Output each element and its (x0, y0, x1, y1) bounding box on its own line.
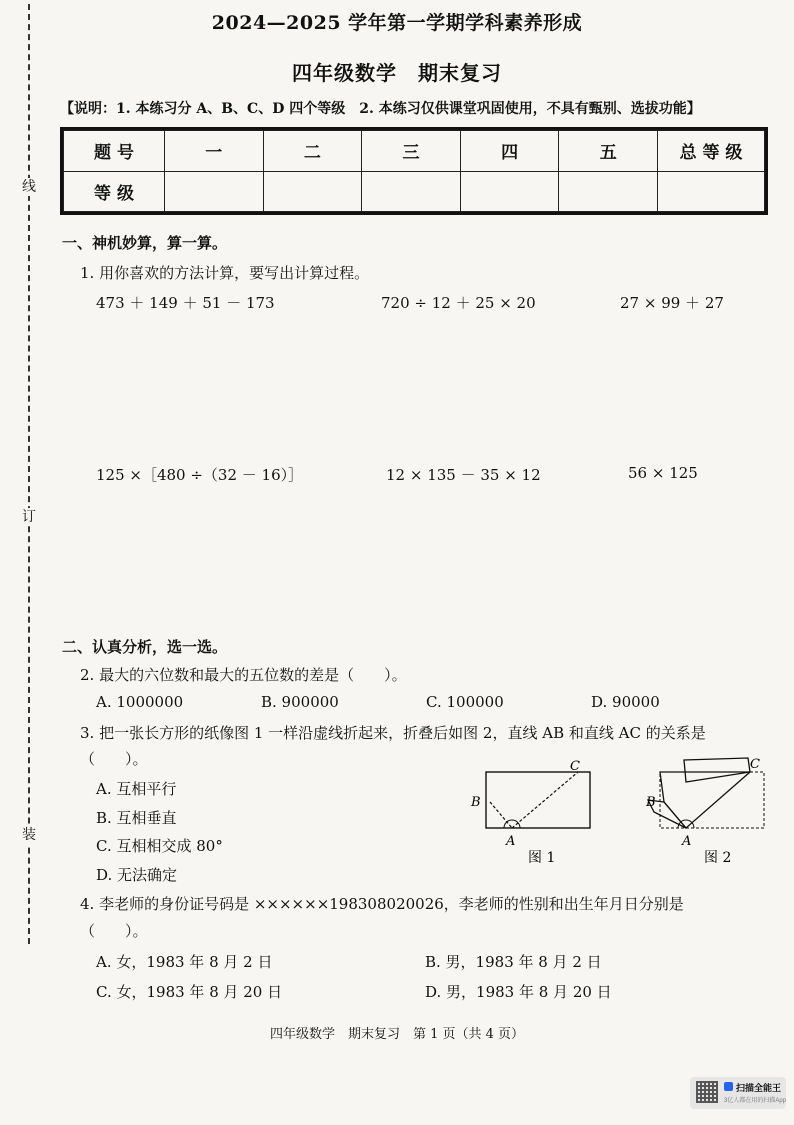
qr-code-icon (696, 1081, 718, 1103)
scanner-app-icon (724, 1082, 733, 1091)
figure2-caption: 图 2 (704, 850, 732, 866)
binding-label-zhuang: 装 (22, 827, 36, 843)
figure1-label-b: B (471, 795, 481, 810)
header-cell: 总 等 级 (658, 131, 765, 172)
q2-option-d[interactable]: D. 90000 (591, 693, 660, 711)
q3-option-c[interactable]: C. 互相相交成 80° (96, 837, 223, 855)
figure1-fold-line-ab (490, 802, 512, 828)
figure2-label-c: C (750, 757, 760, 772)
figure1-caption: 图 1 (528, 850, 556, 866)
grade-table-header-row (64, 131, 765, 172)
figure1-rectangle (486, 772, 590, 828)
q3-option-b[interactable]: B. 互相垂直 (96, 809, 177, 827)
header-cell: 一 (165, 131, 264, 172)
instructions-note: 【说明：1. 本练习分 A、B、C、D 四个等级 2. 本练习仅供课堂巩固使用，不具有甄别、选拔功能】 (60, 101, 701, 117)
header-cell: 题 号 (64, 131, 165, 172)
expression-5: 12 × 135 － 35 × 12 (386, 466, 541, 484)
expression-2: 720 ÷ 12 ＋ 25 × 20 (381, 294, 536, 312)
q3-prompt: 3. 把一张长方形的纸像图 1 一样沿虚线折起来，折叠后如图 2，直线 AB 和直线 AC 的关系是 (80, 724, 706, 742)
section1-title: 一、神机妙算，算一算。 (62, 234, 228, 252)
q2-option-a[interactable]: A. 1000000 (96, 693, 184, 711)
binding-dashed-line (28, 4, 30, 944)
grade-cell[interactable] (165, 171, 264, 212)
figure1-fold-line-ac (512, 772, 578, 828)
q4-option-c[interactable]: C. 女，1983 年 8 月 20 日 (96, 983, 283, 1001)
q4-prompt-blank: （ ）。 (80, 922, 148, 940)
binding-label-xian: 线 (22, 179, 36, 195)
expression-1: 473 ＋ 149 ＋ 51 － 173 (96, 294, 275, 312)
figure2-original-outline (660, 772, 764, 828)
figure2-label-b: B (646, 795, 656, 810)
page-subtitle: 四年级数学 期末复习 (292, 61, 502, 85)
q3-option-d[interactable]: D. 无法确定 (96, 866, 178, 884)
expression-4: 125 ×［480 ÷（32 － 16）］ (96, 466, 304, 484)
binding-label-ding: 订 (22, 509, 36, 525)
figure-1 (466, 758, 596, 868)
figure1-label-c: C (570, 759, 580, 774)
header-cell: 四 (460, 131, 559, 172)
header-cell: 二 (263, 131, 362, 172)
q2-option-c[interactable]: C. 100000 (426, 693, 504, 711)
q4-option-a[interactable]: A. 女，1983 年 8 月 2 日 (96, 953, 273, 971)
page-footer: 四年级数学 期末复习 第 1 页（共 4 页） (269, 1027, 525, 1042)
q2-prompt: 2. 最大的六位数和最大的五位数的差是（ ）。 (80, 666, 407, 684)
figure1-label-a: A (506, 834, 516, 849)
q3-prompt-blank: （ ）。 (80, 750, 148, 768)
grade-cell[interactable] (559, 171, 658, 212)
q3-option-a[interactable]: A. 互相平行 (96, 780, 177, 798)
grade-table-grade-row (64, 171, 765, 212)
expression-3: 27 × 99 ＋ 27 (620, 294, 724, 312)
figure-2 (640, 752, 772, 868)
grade-table (60, 127, 768, 215)
scanner-logo (690, 1077, 786, 1109)
grade-cell[interactable] (263, 171, 362, 212)
scanner-logo-name: 扫描全能王 (736, 1083, 782, 1093)
header-cell: 三 (362, 131, 461, 172)
page-title: 2024—2025 学年第一学期学科素养形成 (211, 12, 583, 34)
figure2-top-flap (684, 758, 750, 782)
section2-title: 二、认真分析，选一选。 (62, 638, 228, 656)
figure2-folded-body (660, 772, 750, 828)
q2-option-b[interactable]: B. 900000 (261, 693, 339, 711)
q4-option-d[interactable]: D. 男，1983 年 8 月 20 日 (425, 983, 612, 1001)
row-label: 等 级 (64, 171, 165, 212)
figure2-label-a: A (682, 834, 692, 849)
scanner-logo-sub: 3亿人都在用的扫描App (724, 1098, 787, 1104)
q1-prompt: 1. 用你喜欢的方法计算，要写出计算过程。 (80, 264, 370, 282)
header-cell: 五 (559, 131, 658, 172)
q4-option-b[interactable]: B. 男，1983 年 8 月 2 日 (425, 953, 602, 971)
expression-6: 56 × 125 (628, 464, 698, 482)
grade-cell[interactable] (658, 171, 765, 212)
q4-prompt: 4. 李老师的身份证号码是 ××××××198308020026，李老师的性别和出生年月日分别是 (80, 895, 684, 913)
grade-cell[interactable] (362, 171, 461, 212)
grade-cell[interactable] (460, 171, 559, 212)
